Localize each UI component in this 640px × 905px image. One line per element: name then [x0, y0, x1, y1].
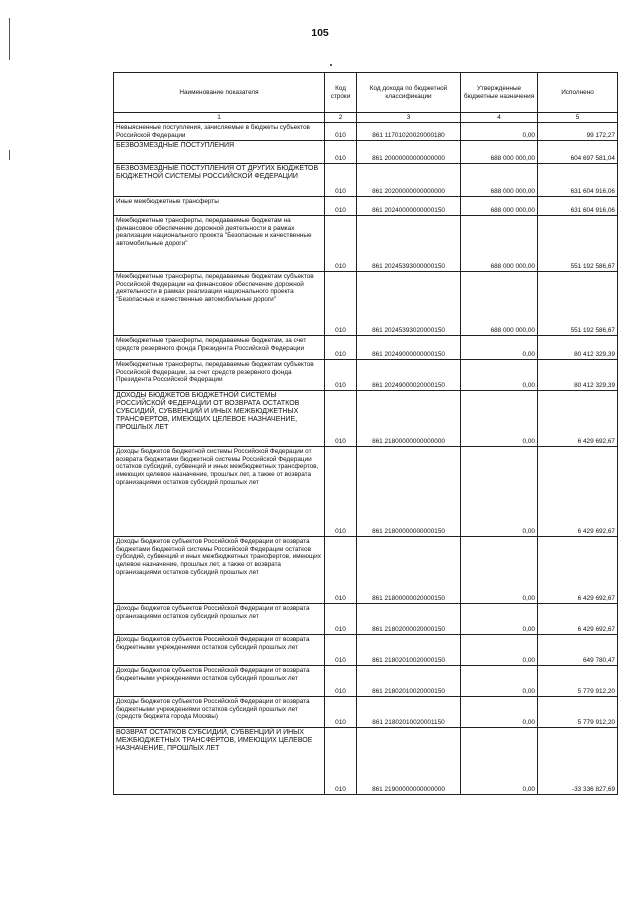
- table-row: [114, 123, 618, 141]
- row-kbk: 861 20249000000000150: [357, 336, 461, 360]
- table-row: [114, 447, 618, 537]
- row-code: 010: [325, 123, 357, 141]
- row-approved: 688 000 000,00: [461, 141, 538, 164]
- row-executed: 5 779 912,20: [538, 666, 618, 697]
- row-name: БЕЗВОЗМЕЗДНЫЕ ПОСТУПЛЕНИЯ: [114, 141, 325, 164]
- table-row: [114, 360, 618, 391]
- row-kbk: 861 20249000020000150: [357, 360, 461, 391]
- row-name: Доходы бюджетов субъектов Российской Федерации от возврата организациями остатков субсидий прошлых лет: [114, 604, 325, 635]
- row-code: 010: [325, 164, 357, 197]
- row-executed: 551 192 586,67: [538, 272, 618, 336]
- row-approved: 0,00: [461, 447, 538, 537]
- row-code: 010: [325, 697, 357, 728]
- column-number: 5: [538, 113, 618, 123]
- table-row: [114, 216, 618, 272]
- scan-speck: [330, 64, 332, 66]
- row-kbk: 861 21802010020000150: [357, 635, 461, 666]
- row-approved: 688 000 000,00: [461, 272, 538, 336]
- row-executed: -33 336 827,69: [538, 728, 618, 795]
- row-code: 010: [325, 141, 357, 164]
- row-executed: 604 697 581,04: [538, 141, 618, 164]
- row-kbk: 861 21800000000000150: [357, 447, 461, 537]
- scan-margin-line-mid: [9, 150, 10, 160]
- row-code: 010: [325, 666, 357, 697]
- row-kbk: 861 11701020020000180: [357, 123, 461, 141]
- table-row: [114, 391, 618, 447]
- row-name: БЕЗВОЗМЕЗДНЫЕ ПОСТУПЛЕНИЯ ОТ ДРУГИХ БЮДЖЕТОВ БЮДЖЕТНОЙ СИСТЕМЫ РОССИЙСКОЙ ФЕДЕРАЦИИ: [114, 164, 325, 197]
- page-number: 105: [311, 27, 329, 39]
- row-kbk: 861 21800000020000150: [357, 537, 461, 604]
- row-name: ВОЗВРАТ ОСТАТКОВ СУБСИДИЙ, СУБВЕНЦИЙ И ИНЫХ МЕЖБЮДЖЕТНЫХ ТРАНСФЕРТОВ, ИМЕЮЩИХ ЦЕЛЕВОЕ НАЗНАЧЕНИЕ, ПРОШЛЫХ ЛЕТ: [114, 728, 325, 795]
- row-kbk: 861 20200000000000000: [357, 164, 461, 197]
- row-approved: 0,00: [461, 336, 538, 360]
- row-executed: 649 780,47: [538, 635, 618, 666]
- header-kbk: Код дохода по бюджетной классификации: [357, 73, 461, 113]
- row-name: Межбюджетные трансферты, передаваемые бюджетам, за счет средств резервного фонда Президента Российской Федерации: [114, 336, 325, 360]
- row-name: Невыясненные поступления, зачисляемые в бюджеты субъектов Российской Федерации: [114, 123, 325, 141]
- column-number: 1: [114, 113, 325, 123]
- column-number: 3: [357, 113, 461, 123]
- header-approved: Утвержденные бюджетные назначения: [461, 73, 538, 113]
- row-executed: 6 429 692,67: [538, 391, 618, 447]
- row-name: Доходы бюджетов субъектов Российской Федерации от возврата бюджетными учреждениями остатков субсидий прошлых лет: [114, 635, 325, 666]
- header-code: Код строки: [325, 73, 357, 113]
- scan-margin-line-top: [9, 18, 10, 60]
- row-code: 010: [325, 604, 357, 635]
- table-header-row: [114, 73, 618, 113]
- row-approved: 0,00: [461, 666, 538, 697]
- row-executed: 5 779 912,20: [538, 697, 618, 728]
- table-row: [114, 272, 618, 336]
- row-code: 010: [325, 360, 357, 391]
- row-executed: 6 429 692,67: [538, 604, 618, 635]
- row-executed: 80 412 329,39: [538, 360, 618, 391]
- row-code: 010: [325, 391, 357, 447]
- row-name: Межбюджетные трансферты, передаваемые бюджетам на финансовое обеспечение дорожной деятельности в рамках реализации национального проекта "Безопасные и качественные автомобильные дороги": [114, 216, 325, 272]
- row-name: Доходы бюджетов субъектов Российской Федерации от возврата бюджетными учреждениями остатков субсидий прошлых лет: [114, 666, 325, 697]
- row-kbk: 861 21802000020000150: [357, 604, 461, 635]
- row-approved: 0,00: [461, 123, 538, 141]
- row-executed: 6 429 692,67: [538, 447, 618, 537]
- row-executed: 80 412 329,39: [538, 336, 618, 360]
- row-approved: 688 000 000,00: [461, 216, 538, 272]
- row-kbk: 861 20240000000000150: [357, 197, 461, 216]
- row-code: 010: [325, 197, 357, 216]
- row-code: 010: [325, 336, 357, 360]
- row-name: Межбюджетные трансферты, передаваемые бюджетам субъектов Российской Федерации, за счет средств резервного фонда Президента Российской Федерации: [114, 360, 325, 391]
- table-row: [114, 537, 618, 604]
- column-number: 2: [325, 113, 357, 123]
- row-approved: 688 000 000,00: [461, 164, 538, 197]
- row-kbk: 861 21800000000000000: [357, 391, 461, 447]
- table-row: [114, 697, 618, 728]
- row-code: 010: [325, 447, 357, 537]
- row-code: 010: [325, 635, 357, 666]
- table-row: [114, 336, 618, 360]
- row-approved: 0,00: [461, 537, 538, 604]
- header-name: Наименование показателя: [114, 73, 325, 113]
- table-row: [114, 604, 618, 635]
- row-code: 010: [325, 272, 357, 336]
- row-executed: 631 604 916,06: [538, 164, 618, 197]
- row-kbk: 861 20245393000000150: [357, 216, 461, 272]
- table-row: [114, 635, 618, 666]
- table-row: [114, 164, 618, 197]
- table-row: [114, 197, 618, 216]
- header-executed: Исполнено: [538, 73, 618, 113]
- row-executed: 551 192 586,67: [538, 216, 618, 272]
- table-row: [114, 141, 618, 164]
- row-approved: 0,00: [461, 604, 538, 635]
- revenue-table: [113, 72, 618, 795]
- row-executed: 6 429 692,67: [538, 537, 618, 604]
- row-kbk: 861 20245393020000150: [357, 272, 461, 336]
- row-kbk: 861 21900000000000000: [357, 728, 461, 795]
- row-approved: 0,00: [461, 391, 538, 447]
- row-approved: 688 000 000,00: [461, 197, 538, 216]
- row-name: Межбюджетные трансферты, передаваемые бюджетам субъектов Российской Федерации на финансовое обеспечение дорожной деятельности в рамках реализации национального проекта "Безопасные и качественные автомобильные дороги": [114, 272, 325, 336]
- row-approved: 0,00: [461, 728, 538, 795]
- column-number: 4: [461, 113, 538, 123]
- row-name: Доходы бюджетов субъектов Российской Федерации от возврата бюджетными учреждениями остатков субсидий прошлых лет (средств бюджета города Москвы): [114, 697, 325, 728]
- table-row: [114, 728, 618, 795]
- row-kbk: 861 21802010020001150: [357, 697, 461, 728]
- row-approved: 0,00: [461, 635, 538, 666]
- row-approved: 0,00: [461, 360, 538, 391]
- row-name: Иные межбюджетные трансферты: [114, 197, 325, 216]
- row-code: 010: [325, 537, 357, 604]
- row-executed: 631 604 916,06: [538, 197, 618, 216]
- row-code: 010: [325, 216, 357, 272]
- row-code: 010: [325, 728, 357, 795]
- row-name: Доходы бюджетов субъектов Российской Федерации от возврата бюджетами бюджетной системы Российской Федерации остатков субсидий, субвенций и иных межбюджетных трансфертов, имеющих целевое назначение, прошлых лет, а также от возврата организациями остатков субсидий прошлых лет: [114, 537, 325, 604]
- row-name: ДОХОДЫ БЮДЖЕТОВ БЮДЖЕТНОЙ СИСТЕМЫ РОССИЙСКОЙ ФЕДЕРАЦИИ ОТ ВОЗВРАТА ОСТАТКОВ СУБСИДИЙ, СУБВЕНЦИЙ И ИНЫХ МЕЖБЮДЖЕТНЫХ ТРАНСФЕРТОВ, ИМЕЮЩИХ ЦЕЛЕВОЕ НАЗНАЧЕНИЕ, ПРОШЛЫХ ЛЕТ: [114, 391, 325, 447]
- row-executed: 99 172,27: [538, 123, 618, 141]
- row-name: Доходы бюджетов бюджетной системы Российской Федерации от возврата бюджетами бюджетной системы Российской Федерации остатков субсидий, субвенций и иных межбюджетных трансфертов, имеющих целевое назначение, прошлых лет, а также от возврата организациями остатков субсидий прошлых лет: [114, 447, 325, 537]
- column-number-row: [114, 113, 618, 123]
- table-row: [114, 666, 618, 697]
- row-approved: 0,00: [461, 697, 538, 728]
- row-kbk: 861 21802010020000150: [357, 666, 461, 697]
- row-kbk: 861 20000000000000000: [357, 141, 461, 164]
